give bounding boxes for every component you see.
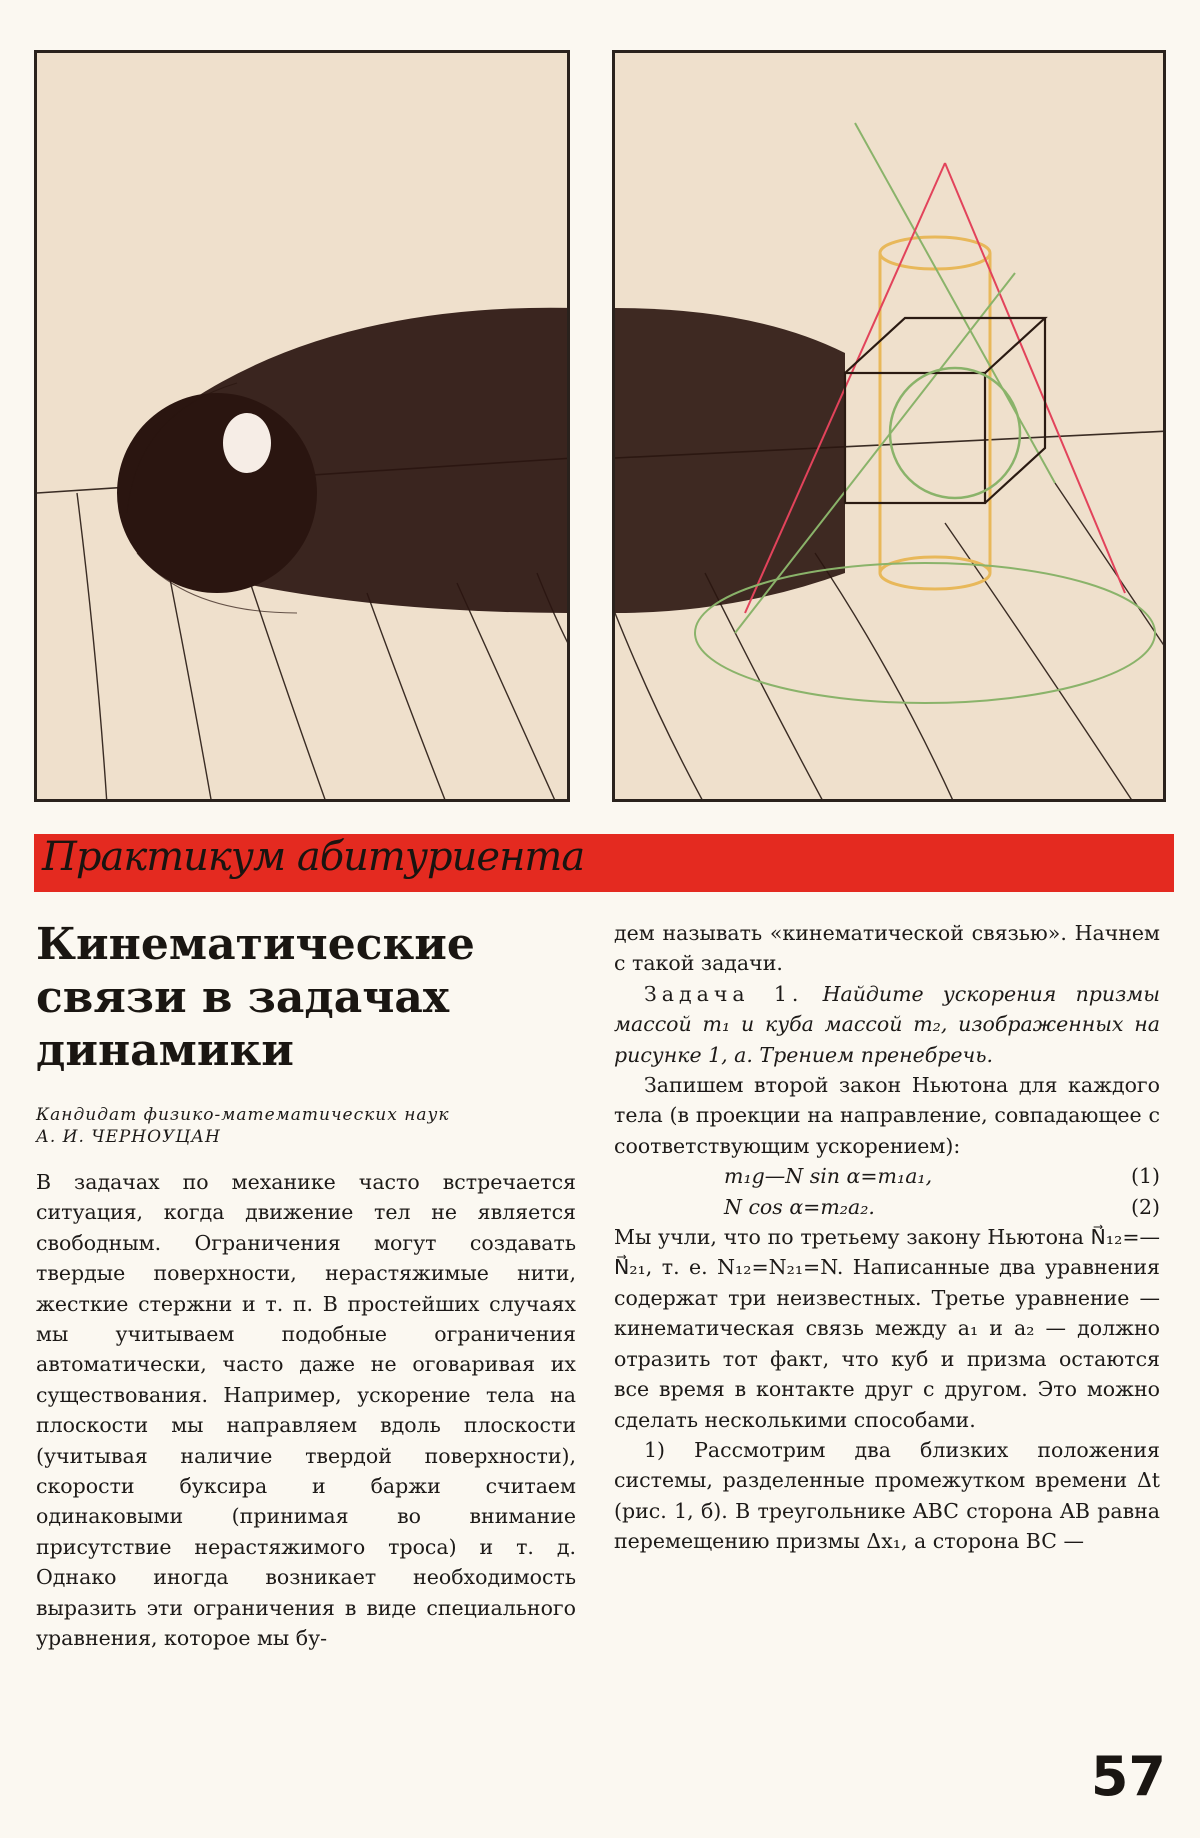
- right-text-column: [614, 918, 1160, 1557]
- comet-ball-drawing: [37, 53, 570, 802]
- article-title: [36, 918, 556, 1077]
- equation-1-number: (1): [1130, 1164, 1160, 1189]
- title-line-1: Кинематические: [36, 919, 475, 970]
- section-title: Практикум абитуриента: [42, 834, 585, 880]
- equation-2: [614, 1192, 1160, 1222]
- author-degree: Кандидат физико-математических наук: [36, 1105, 450, 1125]
- section-banner: [34, 834, 1174, 892]
- method-1-paragraph: 1) Рассмотрим два близких положения системы, разделенные промежутком времени Δt (рис. 1, б). В треугольнике ABC сторона AB равна перемещению призмы Δx₁, а сторона BC —: [614, 1437, 1160, 1554]
- title-line-2: связи в задачах: [36, 972, 450, 1023]
- equation-2-number: (2): [1130, 1194, 1160, 1219]
- page-number: 57: [1090, 1745, 1166, 1808]
- equation-1: [614, 1161, 1160, 1191]
- problem-text: Найдите ускорения призмы массой m₁ и куба массой m₂, изображенных на рисунке 1, а. Трением пренебречь.: [614, 981, 1160, 1067]
- comet-cube-drawing: [615, 53, 1166, 802]
- equation-2-body: N cos α=m₂a₂.: [724, 1194, 875, 1219]
- equation-1-body: m₁g—N sin α=m₁a₁,: [724, 1164, 933, 1189]
- problem-label: Задача 1.: [644, 981, 804, 1006]
- illustration-left-panel: [34, 50, 570, 802]
- newton-paragraph: Запишем второй закон Ньютона для каждого тела (в проекции на направление, совпадающее с соответствующим ускорением):: [614, 1073, 1160, 1158]
- author-block: [36, 1104, 566, 1148]
- continuation-paragraph: дем называть «кинематической связью». Начнем с такой задачи.: [614, 921, 1160, 976]
- illustration-right-panel: [612, 50, 1166, 802]
- title-line-3: динамики: [36, 1025, 294, 1076]
- third-law-paragraph: Мы учли, что по третьему закону Ньютона N⃗₁₂=—N⃗₂₁, т. е. N₁₂=N₂₁=N. Написанные два уравнения содержат три неизвестных. Третье уравнение — кинематическая связь между a₁ и a₂ — должно отразить тот факт, что куб и призма остаются все время в контакте друг с другом. Это можно сделать несколькими способами.: [614, 1225, 1160, 1432]
- intro-paragraph: В задачах по механике часто встречается ситуация, когда движение тел не является свободным. Ограничения могут создавать твердые поверхности, нерастяжимые нити, жесткие стержни и т. п. В простейших случаях мы учитываем подобные ограничения автоматически, часто даже не оговаривая их существования. Например, ускорение тела на плоскости мы направляем вдоль плоскости (учитывая наличие твердой поверхности), скорости буксира и баржи считаем одинаковыми (принимая во внимание присутствие нерастяжимого троса) и т. д. Однако иногда возникает необходимость выразить эти ограничения в виде специального уравнения, которое мы бу-: [36, 1170, 576, 1651]
- left-text-column: [36, 1167, 576, 1654]
- problem-statement: [614, 979, 1160, 1070]
- author-name: А. И. ЧЕРНОУЦАН: [36, 1127, 221, 1147]
